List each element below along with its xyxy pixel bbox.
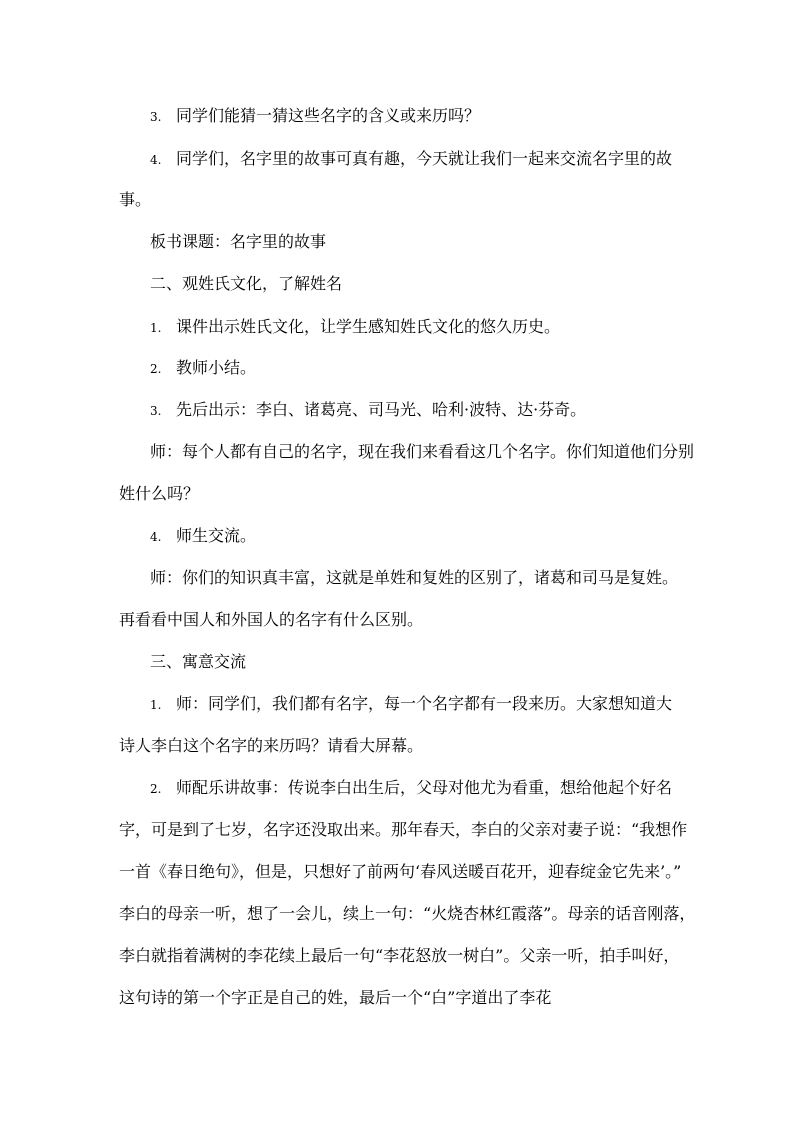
- paragraph-line: [150, 778, 672, 799]
- line-text: 这句诗的第一个字正是自己的姓，最后一个“白”字道出了李花: [119, 988, 552, 1007]
- paragraph-line: [119, 988, 551, 1008]
- line-text: 三、寓意交流: [150, 652, 247, 671]
- paragraph-line: [119, 736, 423, 756]
- paragraph-line: [119, 820, 687, 840]
- line-text: 师生交流。: [176, 526, 257, 545]
- paragraph-line: [150, 400, 586, 421]
- line-text: 事。: [119, 190, 152, 209]
- list-number: 2.: [150, 362, 162, 376]
- line-text: 姓什么吗？: [119, 484, 200, 503]
- paragraph-line: [150, 149, 672, 170]
- paragraph-line: [150, 694, 672, 715]
- line-text: 板书课题：名字里的故事: [150, 232, 327, 251]
- paragraph-line: [119, 484, 199, 504]
- line-text: 诗人李白这个名字的来历吗？请看大屏幕。: [119, 736, 424, 755]
- list-number: 1.: [150, 698, 162, 712]
- list-number: 4.: [150, 153, 162, 167]
- paragraph-line: [150, 358, 256, 379]
- line-text: 教师小结。: [176, 358, 257, 377]
- paragraph-line: [119, 946, 679, 966]
- paragraph-line: [119, 862, 681, 882]
- paragraph-line: [119, 610, 423, 630]
- list-number: 1.: [150, 321, 162, 335]
- paragraph-line: [119, 190, 151, 210]
- line-text: 同学们，名字里的故事可真有趣，今天就让我们一起来交流名字里的故: [176, 149, 673, 168]
- paragraph-line: [150, 442, 694, 462]
- paragraph-line: [150, 526, 256, 547]
- list-number: 3.: [150, 110, 162, 124]
- line-text: 李白的母亲一听，想了一会儿，续上一句：“火烧杏林红霞落”。母亲的话音刚落，: [119, 904, 696, 923]
- list-number: 3.: [150, 404, 162, 418]
- paragraph-line: [150, 106, 480, 127]
- line-text: 一首《春日绝句》，但是，只想好了前两句‘春风送暖百花开，迎春绽金它先来’。”: [119, 862, 682, 881]
- line-text: 课件出示姓氏文化，让学生感知姓氏文化的悠久历史。: [176, 317, 561, 336]
- paragraph-line: [119, 904, 695, 924]
- section-heading: [150, 652, 246, 672]
- line-text: 师：同学们，我们都有名字，每一个名字都有一段来历。大家想知道大: [176, 694, 673, 713]
- list-number: 2.: [150, 782, 162, 796]
- line-text: 再看看中国人和外国人的名字有什么区别。: [119, 610, 424, 629]
- line-text: 师：每个人都有自己的名字，现在我们来看看这几个名字。你们知道他们分别: [150, 442, 695, 461]
- paragraph-line: [150, 568, 678, 588]
- line-text: 李白就指着满树的李花续上最后一句“李花怒放一树白”。父亲一听，拍手叫好，: [119, 946, 680, 965]
- section-heading: [150, 274, 342, 294]
- line-text: 同学们能猜一猜这些名字的含义或来历吗？: [176, 106, 481, 125]
- line-text: 字，可是到了七岁，名字还没取出来。那年春天，李白的父亲对妻子说：“我想作: [119, 820, 688, 839]
- line-text: 师配乐讲故事：传说李白出生后，父母对他尤为看重，想给他起个好名: [176, 778, 673, 797]
- paragraph-line: [150, 317, 560, 338]
- list-number: 4.: [150, 530, 162, 544]
- paragraph-line: [150, 232, 326, 252]
- line-text: 先后出示：李白、诸葛亮、司马光、哈利·波特、达·芬奇。: [176, 400, 587, 419]
- line-text: 二、观姓氏文化，了解姓名: [150, 274, 343, 293]
- line-text: 师：你们的知识真丰富，这就是单姓和复姓的区别了，诸葛和司马是复姓。: [150, 568, 679, 587]
